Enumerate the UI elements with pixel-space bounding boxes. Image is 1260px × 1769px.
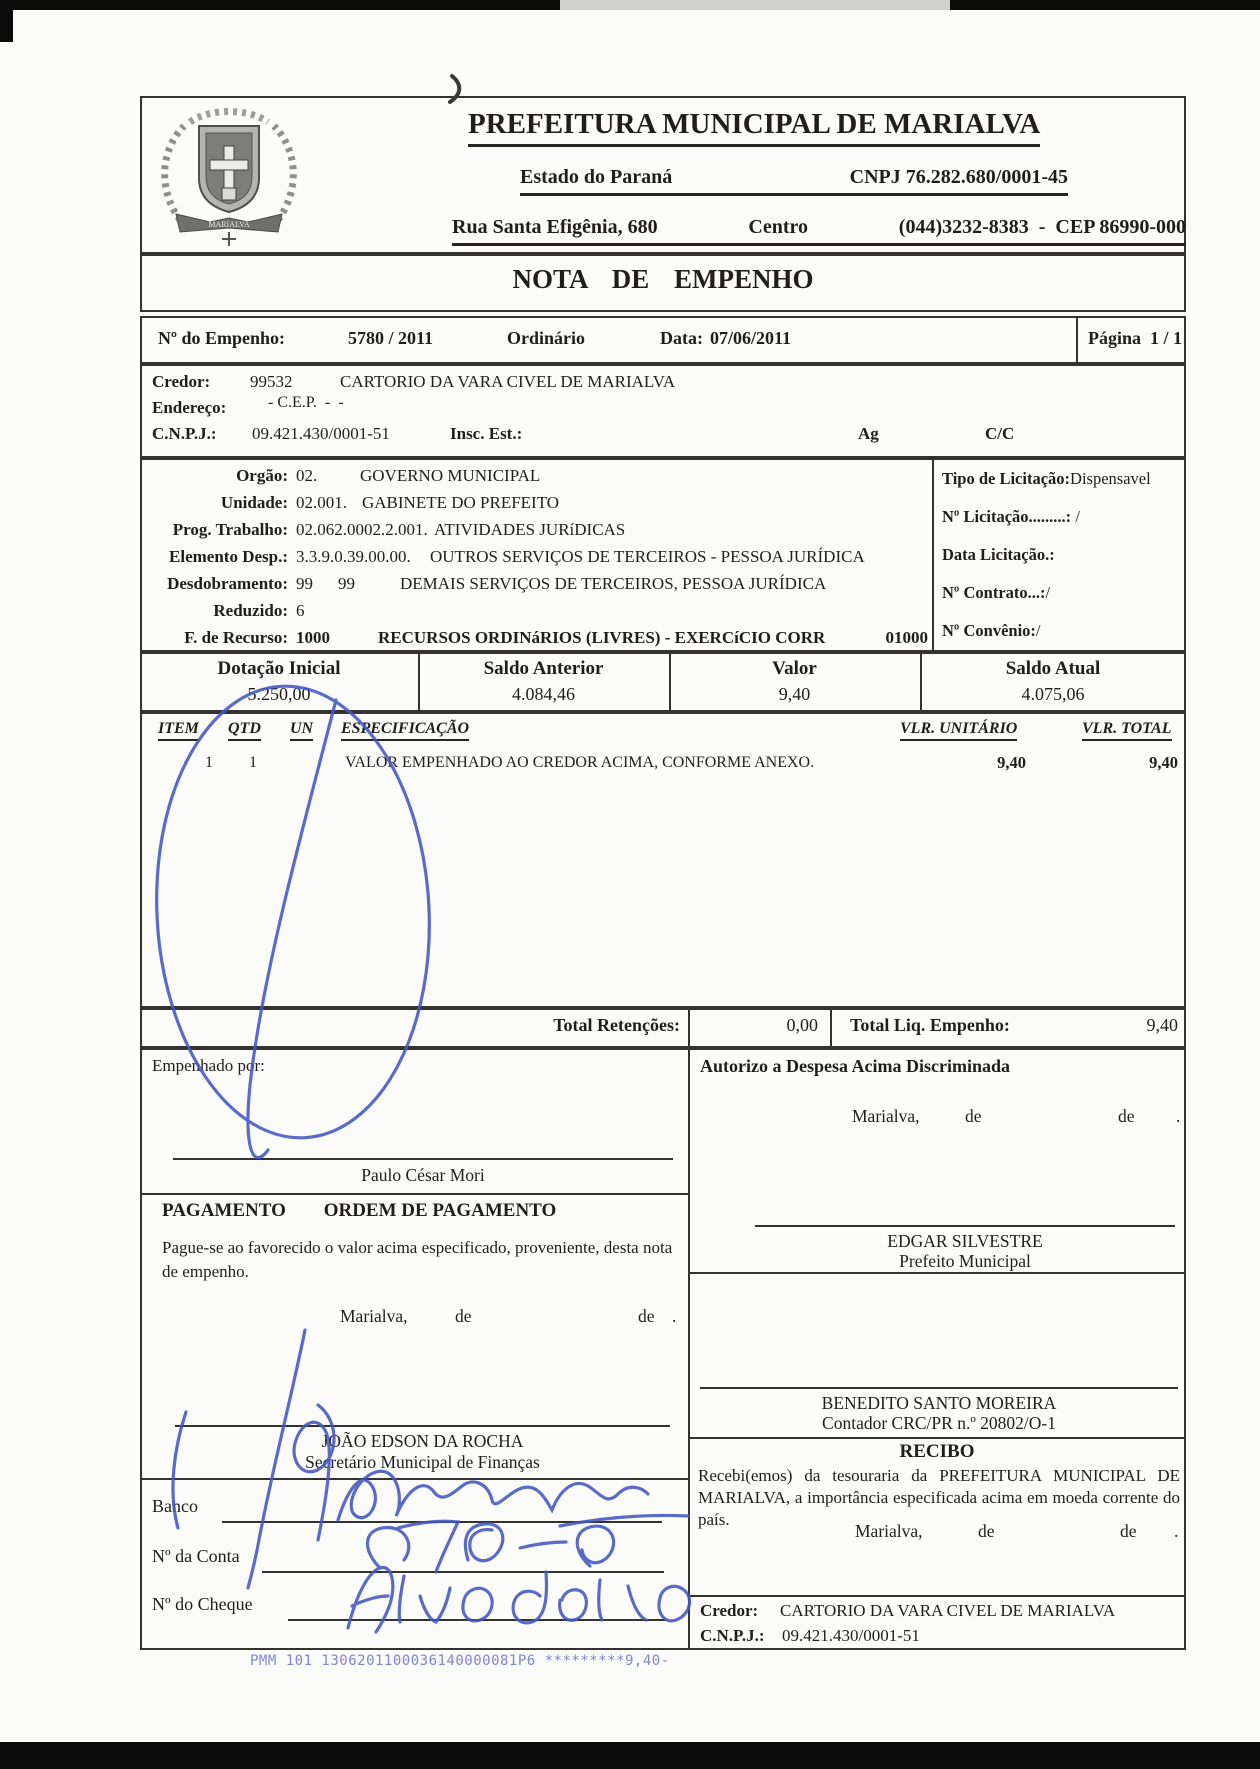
header-line2	[520, 166, 1068, 196]
credor-code: 99532	[250, 372, 293, 391]
dotacao-inicial-value: 5.250,00	[247, 684, 311, 704]
credor-cnpj-label: C.N.P.J.:	[152, 424, 217, 443]
saldo-atual-label: Saldo Atual	[1005, 658, 1101, 679]
empenhado-signature-name: Paulo César Mori	[361, 1165, 485, 1185]
credor-label: Credor:	[152, 372, 211, 391]
col-qtd: QTD	[228, 720, 261, 741]
col-item: ITEM	[158, 720, 199, 741]
empenho-page-divider	[1076, 316, 1078, 364]
valor-label: Valor	[772, 658, 817, 679]
elemento-desp-desc: OUTROS SERVIÇOS DE TERCEIROS - PESSOA JURÍDICA	[430, 547, 865, 566]
recibo-date-de1: de	[978, 1521, 995, 1541]
empenhado-signature-line	[173, 1158, 673, 1160]
licitacao-divider	[932, 458, 934, 652]
fonte-recurso-desc: RECURSOS ORDINáRIOS (LIVRES) - EXERCíCIO CORR	[378, 628, 826, 647]
right-divider-1	[688, 1272, 1186, 1274]
dotacao-inicial-label: Dotação Inicial	[217, 658, 341, 679]
agencia-label: Ag	[858, 424, 879, 443]
col-especificacao: ESPECIFICAÇÃO	[341, 720, 469, 741]
autorizo-date-de2: de	[1118, 1106, 1135, 1126]
empenho-date-label: Data:	[660, 328, 703, 348]
footer-credor-name: CARTORIO DA VARA CIVEL DE MARIALVA	[780, 1601, 1116, 1620]
conta-line	[262, 1571, 664, 1573]
insc-est-label: Insc. Est.:	[450, 424, 523, 443]
autorizo-title: Autorizo a Despesa Acima Discriminada	[700, 1056, 1010, 1076]
contador-role: Contador CRC/PR n.º 20802/O-1	[822, 1413, 1056, 1433]
header-state: Estado do Paraná	[520, 166, 673, 188]
scan-artifact-top-right	[950, 0, 1260, 10]
left-divider-2	[140, 1478, 688, 1480]
total-liquido-value: 9,40	[1146, 1015, 1178, 1035]
col-un: UN	[290, 720, 313, 741]
prog-trabalho-desc: ATIVIDADES JURíDICAS	[434, 520, 626, 539]
desdobramento-label: Desdobramento:	[167, 574, 288, 593]
item-row-qtd: 1	[249, 754, 257, 771]
cheque-line	[288, 1619, 666, 1621]
orgao-label: Orgão:	[236, 466, 288, 485]
banco-label: Banco	[152, 1496, 198, 1516]
data-licitacao-label: Data Licitação.:	[942, 545, 1055, 564]
prefeito-name: EDGAR SILVESTRE	[887, 1231, 1043, 1251]
autorizo-date-de1: de	[965, 1106, 982, 1126]
header-district: Centro	[748, 216, 808, 238]
footer-cnpj-label: C.N.P.J.:	[700, 1626, 765, 1645]
prefeito-signature-line	[755, 1225, 1175, 1227]
valor-value: 9,40	[778, 684, 811, 704]
address-value: - C.E.P. - -	[268, 394, 344, 411]
col-vlr-unitario: VLR. UNITÁRIO	[900, 720, 1017, 741]
unidade-desc: GABINETE DO PREFEITO	[362, 493, 560, 512]
right-divider-3	[688, 1595, 1186, 1597]
recibo-date-city: Marialva,	[855, 1521, 923, 1541]
page-value: 1 / 1	[1150, 328, 1183, 348]
contador-signature-line	[700, 1387, 1178, 1389]
footer-cnpj-value: 09.421.430/0001-51	[782, 1626, 920, 1645]
cheque-label: Nº do Cheque	[152, 1594, 253, 1614]
pagamento-title: PAGAMENTO	[162, 1200, 286, 1221]
saldo-atual-value: 4.075,06	[1021, 684, 1085, 704]
autorizo-date-city: Marialva,	[852, 1106, 920, 1126]
empenho-date-value: 07/06/2011	[710, 328, 792, 348]
page-label: Página	[1088, 328, 1142, 348]
pagamento-date-dot: .	[672, 1306, 677, 1326]
total-liquido-label: Total Liq. Empenho:	[850, 1015, 1010, 1035]
item-row-vlr-total: 9,40	[1149, 753, 1178, 772]
secretario-name: JOÃO EDSON DA ROCHA	[321, 1431, 524, 1451]
saldo-anterior-value: 4.084,46	[512, 684, 575, 704]
num-convenio-value: /	[1035, 621, 1041, 640]
desdobramento-desc: DEMAIS SERVIÇOS DE TERCEIROS, PESSOA JURÍDICA	[400, 574, 827, 593]
secretario-role: Secretário Municipal de Finanças	[305, 1452, 540, 1472]
num-contrato-row	[942, 584, 1050, 603]
fonte-recurso-code: 1000	[296, 628, 330, 647]
lower-box	[140, 1048, 1186, 1650]
footer-credor-label: Credor:	[700, 1601, 759, 1620]
recibo-date-dot: .	[1174, 1521, 1179, 1541]
conta-label: Nº da Conta	[152, 1546, 240, 1566]
desdobramento-code2: 99	[338, 574, 355, 593]
secretario-signature-line	[175, 1425, 670, 1427]
unidade-label: Unidade:	[220, 493, 288, 512]
tipo-licitacao-value: Dispensavel	[1070, 469, 1151, 488]
prog-trabalho-label: Prog. Trabalho:	[172, 520, 288, 539]
lower-column-divider	[688, 1048, 690, 1650]
prog-trabalho-code: 02.062.0002.2.001.	[296, 520, 428, 539]
pagamento-date-de1: de	[455, 1306, 472, 1326]
contador-name: BENEDITO SANTO MOREIRA	[821, 1393, 1057, 1413]
item-row-especificacao: VALOR EMPENHADO AO CREDOR ACIMA, CONFORME ANEXO.	[345, 754, 815, 771]
empenho-number-label: Nº do Empenho:	[158, 328, 285, 348]
num-contrato-value: /	[1045, 583, 1051, 602]
pagamento-date-city: Marialva,	[340, 1306, 408, 1326]
pagamento-text: Pague-se ao favorecido o valor acima especificado, proveniente, desta nota de empenho.	[162, 1238, 673, 1281]
elemento-desp-code: 3.3.9.0.39.00.00.	[296, 547, 411, 566]
desdobramento-code: 99	[296, 574, 313, 593]
reduzido-label: Reduzido:	[213, 601, 288, 620]
recibo-title: RECIBO	[899, 1441, 975, 1462]
recibo-date-de2: de	[1120, 1521, 1137, 1541]
ordem-pagamento-title: ORDEM DE PAGAMENTO	[323, 1200, 557, 1221]
doc-title: NOTA DE EMPENHO	[512, 264, 814, 294]
conta-corrente-label: C/C	[985, 424, 1015, 443]
municipal-crest	[150, 100, 308, 253]
empenhado-por-label: Empenhado por:	[152, 1056, 265, 1075]
num-licitacao-value: /	[1075, 507, 1080, 526]
orgao-desc: GOVERNO MUNICIPAL	[360, 466, 541, 485]
right-divider-2	[688, 1437, 1186, 1439]
tipo-licitacao-label: Tipo de Licitação:	[942, 469, 1071, 488]
num-licitacao-label: Nº Licitação.........:	[942, 507, 1072, 526]
num-convenio-label: Nº Convênio:	[942, 621, 1036, 640]
recibo-text: Recebi(emos) da tesouraria da PREFEITURA MUNICIPAL DE MARIALVA, a importância especificada acima em moeda corrente do país.	[698, 1466, 1180, 1530]
totais-divider-2	[830, 1008, 832, 1048]
address-label: Endereço:	[152, 398, 227, 417]
scan-artifact-bottom	[0, 1742, 1260, 1769]
reduzido-code: 6	[296, 601, 305, 620]
banco-line	[222, 1521, 662, 1523]
svg-text:MARIALVA: MARIALVA	[208, 220, 250, 229]
header-phone-cep: (044)3232-8383 - CEP 86990-000	[898, 216, 1186, 238]
scan-artifact-top-left	[0, 0, 560, 10]
item-row-vlr-unitario: 9,40	[997, 753, 1026, 772]
num-convenio-row	[942, 622, 1041, 641]
scan-artifact-top-streak	[560, 0, 950, 10]
header-street: Rua Santa Efigênia, 680	[452, 216, 658, 238]
orgao-code: 02.	[296, 466, 318, 485]
saldo-anterior-label: Saldo Anterior	[483, 658, 604, 679]
header-address-line	[452, 216, 1186, 246]
total-retencoes-value: 0,00	[786, 1015, 818, 1035]
unidade-code: 02.001.	[296, 493, 347, 512]
pagamento-date-de2: de	[638, 1306, 655, 1326]
total-retencoes-label: Total Retenções:	[553, 1015, 680, 1035]
header-cnpj: CNPJ 76.282.680/0001-45	[849, 166, 1068, 188]
fonte-recurso-label: F. de Recurso:	[184, 628, 288, 647]
empenho-type: Ordinário	[507, 328, 586, 348]
totais-divider-1	[688, 1008, 690, 1048]
credor-cnpj-value: 09.421.430/0001-51	[252, 424, 390, 443]
tipo-licitacao-row	[942, 470, 1151, 489]
bank-validator-line: PMM 101 1306201100036140000081P6 *********9,40-	[250, 1653, 670, 1669]
scan-artifact-corner	[0, 0, 13, 42]
empenho-number-value: 5780 / 2011	[348, 328, 434, 348]
prefeito-role: Prefeito Municipal	[899, 1251, 1031, 1271]
col-vlr-total: VLR. TOTAL	[1082, 720, 1172, 741]
fonte-recurso-extra: 01000	[885, 628, 928, 647]
num-licitacao-row	[942, 508, 1080, 527]
num-contrato-label: Nº Contrato...:	[942, 583, 1046, 602]
elemento-desp-label: Elemento Desp.:	[169, 547, 288, 566]
left-divider-1	[140, 1193, 688, 1195]
item-row-item: 1	[205, 754, 213, 771]
autorizo-date-dot: .	[1176, 1106, 1181, 1126]
header-title: PREFEITURA MUNICIPAL DE MARIALVA	[468, 108, 1040, 147]
credor-name: CARTORIO DA VARA CIVEL DE MARIALVA	[340, 372, 676, 391]
data-licitacao-row	[942, 546, 1055, 565]
